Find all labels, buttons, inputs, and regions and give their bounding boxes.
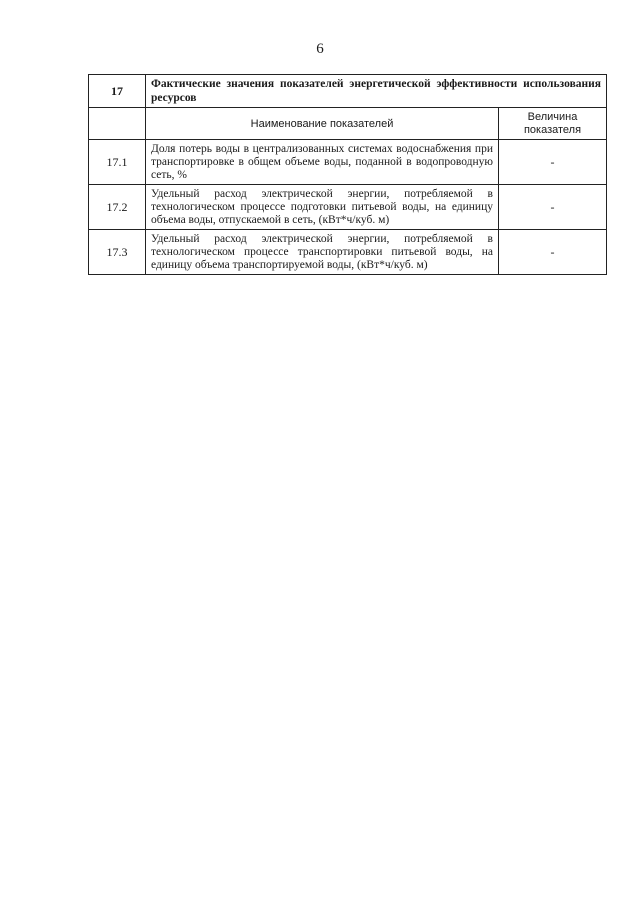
- row-number: 17.3: [89, 230, 146, 275]
- table-column-header-row: [89, 108, 607, 140]
- section-header-row: [89, 75, 607, 108]
- row-indicator-name: Удельный расход электрической энергии, потребляемой в технологическом процессе транспортировки питьевой воды, на единицу объема транспортируемой воды, (кВт*ч/куб. м): [146, 230, 499, 275]
- row-number: 17.1: [89, 140, 146, 185]
- table-row: [89, 185, 607, 230]
- table-row: [89, 140, 607, 185]
- table-row: [89, 230, 607, 275]
- row-number: 17.2: [89, 185, 146, 230]
- row-indicator-value: -: [499, 230, 607, 275]
- empty-header-cell: [89, 108, 146, 140]
- section-number: 17: [89, 75, 146, 108]
- column-header-name: Наименование показателей: [146, 108, 499, 140]
- row-indicator-name: Доля потерь воды в централизованных системах водоснабжения при транспортировке в общем объеме воды, поданной в водопроводную сеть, %: [146, 140, 499, 185]
- column-header-value: Величина показателя: [499, 108, 607, 140]
- row-indicator-name: Удельный расход электрической энергии, потребляемой в технологическом процессе подготовки питьевой воды, на единицу объема воды, отпускаемой в сеть, (кВт*ч/куб. м): [146, 185, 499, 230]
- row-indicator-value: -: [499, 140, 607, 185]
- page-number: 6: [316, 41, 324, 57]
- row-indicator-value: -: [499, 185, 607, 230]
- section-title: Фактические значения показателей энергетической эффективности использования ресурсов: [146, 75, 607, 108]
- indicators-table: [88, 74, 607, 275]
